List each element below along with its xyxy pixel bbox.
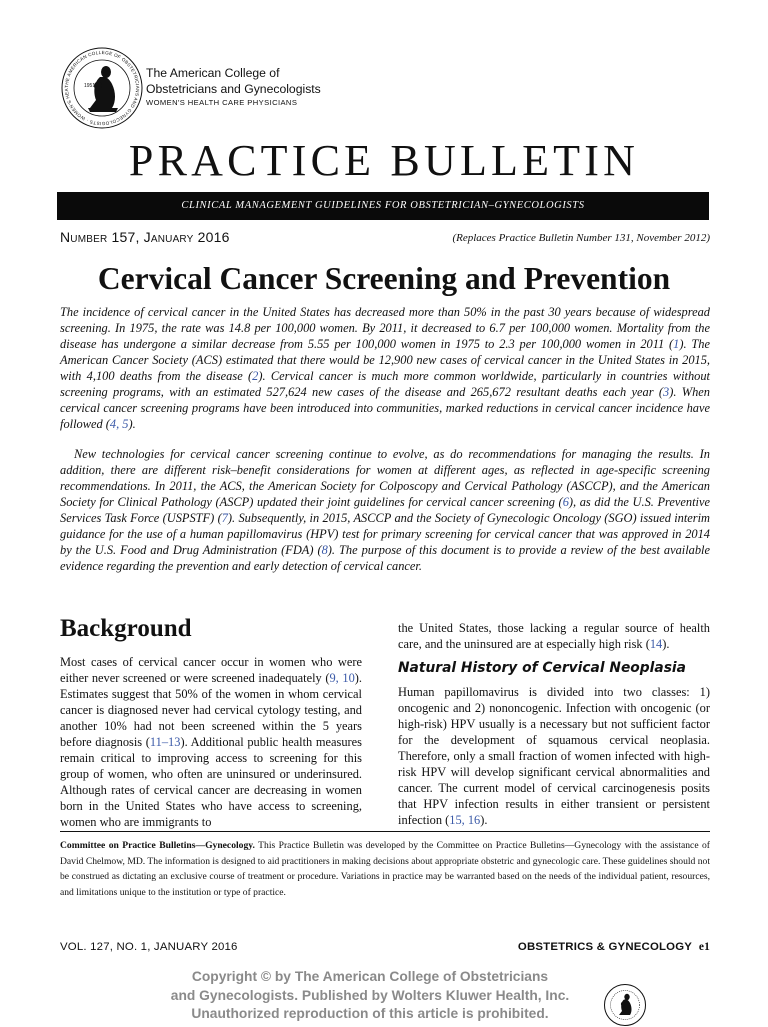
- copyright-line-3: Unauthorized reproduction of this article is prohibited.: [191, 1006, 549, 1021]
- natural-history-heading: Natural History of Cervical Neoplasia: [398, 660, 686, 676]
- copyright-line-2: and Gynecologists. Published by Wolters Kluwer Health, Inc.: [170, 987, 570, 1003]
- reference-link[interactable]: 1: [673, 337, 680, 351]
- committee-label: Committee on Practice Bulletins—Gynecology.: [60, 840, 255, 851]
- acog-seal-logo: [60, 46, 144, 130]
- journal-name: OBSTETRICS & GYNECOLOGY: [517, 941, 693, 953]
- organization-name: [146, 66, 321, 108]
- committee-text: This Practice Bulletin was developed by the Committee on Practice Bulletins—Gynecology with the assistance of David Chelmow, MD. The information is designed to aid practitioners in making decisions about appropriate obstetric and gynecologic care. These guidelines should not be construed as dictating an exclusive course of treatment or procedure. Variations in practice may be warranted based on the needs of the individual patient, resources, and limitations unique to the institution or type of practice.: [60, 840, 710, 898]
- reference-link[interactable]: 4, 5: [109, 417, 129, 431]
- page-number: e1: [698, 941, 710, 953]
- background-paragraph-continued: the United States, those lacking a regular source of health care, and the uninsured are at especially high risk (14).: [398, 621, 710, 651]
- reference-link[interactable]: 3: [663, 385, 670, 399]
- org-name-line-2: Obstetricians and Gynecologists: [146, 81, 321, 96]
- reference-link[interactable]: 11–13: [149, 735, 181, 749]
- org-tagline: WOMEN'S HEALTH CARE PHYSICIANS: [146, 98, 298, 107]
- reference-link[interactable]: 8: [321, 543, 328, 557]
- reference-link[interactable]: 7: [221, 511, 228, 525]
- background-paragraph: Most cases of cervical cancer occur in women who were either never screened or were screened inadequately (9, 10). Estimates suggest that 50% of the women in whom cervical cancer is diagnosed never had cervical cytology testing, and another 10% had not been screened within the 5 years before diagnosis (11–13). Additional public health measures remain critical to improving access to screening for this group of women, who often are uninsured or underinsured. Although rates of cervical cancer are decreasing in women born in the United States who have access to screening, women who are immigrants to: [60, 655, 363, 829]
- reference-link[interactable]: 14: [649, 637, 663, 651]
- org-name-line-1: The American College of: [146, 66, 280, 80]
- reference-link[interactable]: 2: [252, 369, 259, 383]
- guidelines-banner: CLINICAL MANAGEMENT GUIDELINES FOR OBSTETRICIAN–GYNECOLOGISTS: [57, 192, 709, 220]
- abstract-paragraph-2: New technologies for cervical cancer screening continue to evolve, as do recommendations for managing the results. In addition, there are different risk–benefit considerations for women at different ages, as reflected in age-specific screening recommendations. In 2011, the ACS, the American Society for Colposcopy and Cervical Pathology (ASCCP), and the American Society for Clinical Pathology (ASCP) updated their joint guidelines for cervical cancer screening (6), as did the U.S. Preventive Services Task Force (USPSTF) (7). Subsequently, in 2015, ASCCP and the Society of Gynecologic Oncology (SGO) issued interim guidance for the use of a human papillomavirus (HPV) test for primary screening for cervical cancer that was approved in 2014 by the U.S. Food and Drug Administration (FDA) (8). The purpose of this document is to provide a review of the best available evidence regarding the prevention and early detection of cervical cancer.: [60, 447, 711, 573]
- mother-child-figure-icon: [88, 66, 118, 112]
- volume-info: VOL. 127, NO. 1, JANUARY 2016: [60, 941, 238, 953]
- journal-page-info: [400, 941, 710, 953]
- replaces-note: (Replaces Practice Bulletin Number 131, November 2012): [452, 232, 710, 244]
- natural-history-paragraph: Human papillomavirus is divided into two classes: 1) oncogenic and 2) nononcogenic. Infection with oncogenic (or high-risk) HPV usually is a necessary but not sufficient factor for the development of squamous cervical neoplasia. Therefore, only a small fraction of women infected with high-risk HPV will develop significant cervical abnormalities and cancer. The current model of cervical carcinogenesis posits that HPV infection results in either transient or persistent infection (15, 16).: [398, 685, 710, 827]
- issue-number: Number 157, January 2016: [60, 229, 230, 245]
- article-title: Cervical Cancer Screening and Prevention: [97, 261, 671, 296]
- reference-link[interactable]: 6: [562, 495, 569, 509]
- reference-link[interactable]: 9, 10: [329, 671, 355, 685]
- abstract-paragraph-1: The incidence of cervical cancer in the United States has decreased more than 50% in the past 30 years because of widespread screening. In 1975, the rate was 14.8 per 100,000 women. By 2011, it decreased to 6.7 per 100,000 women. Mortality from the disease has undergone a similar decrease from 5.55 per 100,000 women in 1975 to 2.3 per 100,000 women in 2011 (1). The American Cancer Society (ACS) estimated that there would be 12,900 new cases of cervical cancer in the United States in 2015, with 4,100 deaths from the disease (2). Cervical cancer is much more common worldwide, particularly in countries without screening programs, with an estimated 527,624 new cases of the disease and 265,672 resultant deaths each year (3). When cervical cancer screening programs have been introduced into communities, marked reductions in cervical cancer incidence have followed (4, 5).: [60, 305, 710, 431]
- bulletin-title: PRACTICE BULLETIN: [128, 136, 640, 185]
- copyright-line-1: Copyright © by The American College of Obstetricians: [191, 969, 549, 984]
- committee-note: [60, 838, 710, 900]
- copyright-notice: [70, 968, 670, 1024]
- background-heading: Background: [60, 615, 192, 642]
- section-divider: [60, 831, 710, 832]
- seal-year: 1951: [84, 83, 96, 89]
- acog-seal-small-icon: [603, 983, 647, 1027]
- reference-link[interactable]: 15, 16: [449, 813, 481, 827]
- seal-ring-text: THE AMERICAN COLLEGE OF OBSTETRICIANS AND GYNECOLOGISTS · WOMEN'S HEA: [63, 49, 141, 127]
